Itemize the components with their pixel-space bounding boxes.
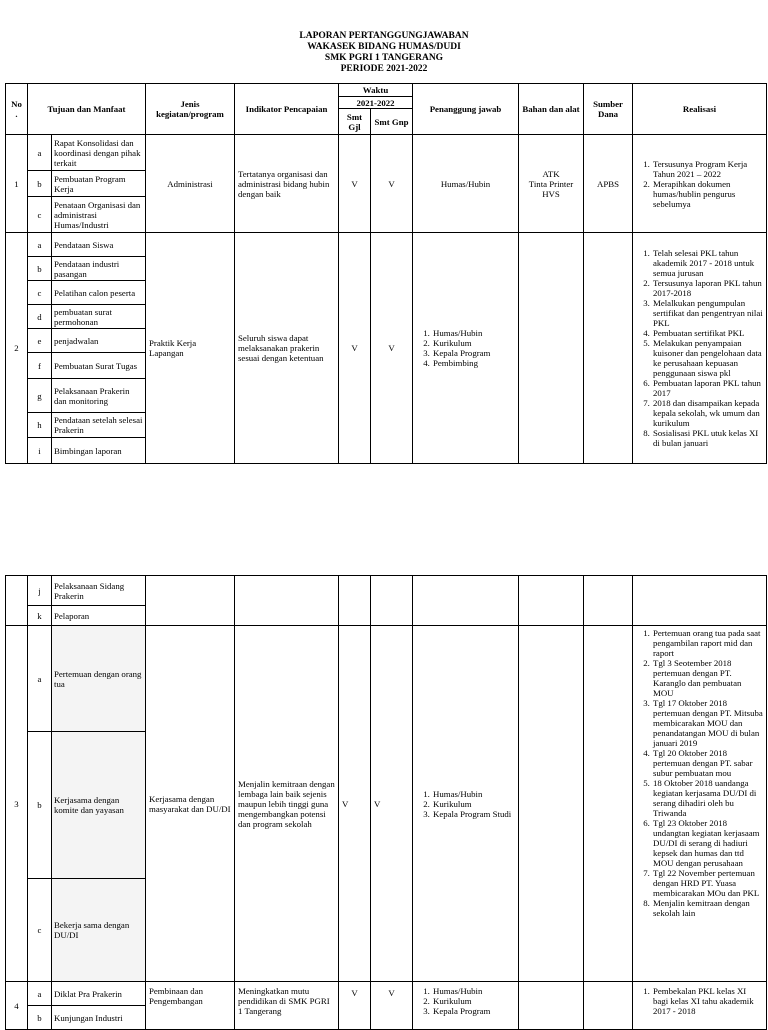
table-row [6,626,767,732]
list-item: 6. Tgl 23 Oktober 2018 undangtan kegiatan kerjasaam DU/DI di serang di hadiuri kepsek dan humas dan ttd MOU dengan perusahaan [652,818,763,868]
list-item: 4. Tgl 20 Oktober 2018 pertemuan dengan PT. sabar subur pembuatan mou [652,748,763,778]
item-text: Pertemuan dengan orang tua [52,626,146,732]
indikator-cell: Tertatanya organisasi dan administrasi bidang hubin dengan baik [235,135,339,233]
item-letter: b [28,1006,52,1030]
list-item: 8. Sosialisasi PKL utuk kelas XI di bulan januari [652,428,763,448]
jenis-cell: Kerjasama dengan masyarakat dan DU/DI [146,626,235,982]
realisasi-cell [633,233,767,464]
list-item: 7. Tgl 22 November pertemuan dengan HRD PT. Yuasa membicarakan MOu dan PKL [652,868,763,898]
indikator-cell: Menjalin kemitraan dengan lembaga lain baik sejenis maupun lebih tinggi guna mengembangkan potensi dan program sekolah [235,626,339,982]
header-indikator: Indikator Pencapaian [235,84,339,135]
title-line-1: LAPORAN PERTANGGUNGJAWABAN [299,31,469,41]
item-letter: i [28,438,52,464]
smt-gjl-cell: V [339,135,371,233]
row-number: 2 [6,233,28,464]
item-text: Pembuatan Surat Tugas [52,353,146,379]
item-letter: b [28,171,52,197]
table-row [6,576,767,606]
item-text: Pelatihan calon peserta [52,281,146,305]
item-letter: a [28,233,52,257]
list-item: 6. Pembuatan laporan PKL tahun 2017 [652,378,763,398]
item-letter: d [28,305,52,329]
item-letter: h [28,413,52,438]
item-letter: c [28,197,52,233]
smt-gjl-cell: V [339,626,371,982]
list-item: 1. Humas/Hubin [432,328,515,338]
item-text: Pendataan industri pasangan [52,257,146,281]
smt-gnp-cell: V [371,982,413,1030]
realisasi-cell [633,135,767,233]
penanggung-list [416,789,515,819]
item-text: Pelaksanaan Prakerin dan monitoring [52,379,146,413]
item-letter: f [28,353,52,379]
item-text: Penataan Organisasi dan administrasi Humas/Industri [52,197,146,233]
item-text: pembuatan surat permohonan [52,305,146,329]
list-item: 1. Humas/Hubin [432,789,515,799]
list-item: 4. Pembuatan sertifikat PKL [652,328,763,338]
header-smt-gnp: Smt Gnp [371,109,413,135]
indikator-cell: Meningkatkan mutu pendidikan di SMK PGRI 1 Tangerang [235,982,339,1030]
table-row [6,233,767,257]
penanggung-cell [413,626,519,982]
list-item: 2. Kurikulum [432,338,515,348]
realisasi-list [636,159,763,209]
list-item: 3. Kepala Program Studi [432,809,515,819]
list-item: 8. Menjalin kemitraan dengan sekolah lain [652,898,763,918]
list-item: 1. Pembekalan PKL kelas XI bagi kelas XI tahu akademik 2017 - 2018 [652,986,763,1016]
header-tujuan: Tujuan dan Manfaat [28,84,146,135]
header-sumber: Sumber Dana [584,84,633,135]
sumber-cell [584,626,633,982]
smt-gnp-cell: V [371,233,413,464]
item-text: Bimbingan laporan [52,438,146,464]
item-letter: a [28,135,52,171]
sumber-cell [584,982,633,1030]
penanggung-cell [413,233,519,464]
item-text: Pendataan setelah selesai Prakerin [52,413,146,438]
smt-gnp-cell: V [371,626,413,982]
header-penanggung: Penanggung jawab [413,84,519,135]
item-letter: g [28,379,52,413]
title-line-3: SMK PGRI 1 TANGERANG [324,53,444,63]
bahan-cell [519,233,584,464]
list-item: 2. Merapihkan dokumen humas/hublin pengurus sebelumya [652,179,763,209]
penanggung-cell: Humas/Hubin [413,135,519,233]
smt-gjl-cell: V [339,233,371,464]
jenis-cell: Praktik Kerja Lapangan [146,233,235,464]
list-item: 1. Humas/Hubin [432,986,515,996]
table-row [6,982,767,1006]
row-number: 3 [6,626,28,982]
header-periode: 2021-2022 [339,97,413,109]
list-item: 1. Tersusunya Program Kerja Tahun 2021 – 2022 [652,159,763,179]
item-letter: k [28,606,52,626]
list-item: 5. Melakukan penyampaian kuisoner dan pengelohaan data ke perusahaan kepuasan penggunaan siswa pkl [652,338,763,378]
header-no: No . [6,84,28,135]
title-line-2: WAKASEK BIDANG HUMAS/DUDI [307,42,461,52]
bahan-cell [519,982,584,1030]
item-text: Bekerja sama dengan DU/DI [52,879,146,982]
header-jenis: Jenis kegiatan/program [146,84,235,135]
list-item: 1. Pertemuan orang tua pada saat pengambilan raport mid dan raport [652,628,763,658]
jenis-cell: Administrasi [146,135,235,233]
list-item: 7. 2018 dan disampaikan kepada kepala sekolah, wk umum dan kurikulum [652,398,763,428]
item-text: Rapat Konsolidasi dan koordinasi dengan pihak terkait [52,135,146,171]
item-text: Diklat Pra Prakerin [52,982,146,1006]
smt-gnp-cell: V [371,135,413,233]
item-letter: c [28,281,52,305]
report-table-page-1 [5,83,767,464]
indikator-cell: Seluruh siswa dapat melaksanakan prakerin sesuai dengan ketentuan [235,233,339,464]
item-letter: b [28,257,52,281]
realisasi-cell [633,982,767,1030]
realisasi-list [636,986,763,1016]
list-item: 2. Kurikulum [432,799,515,809]
report-title [0,31,768,75]
header-smt-gjl: Smt Gjl [339,109,371,135]
realisasi-list [636,628,763,918]
item-letter: j [28,576,52,606]
list-item: 2. Tersusunya laporan PKL tahun 2017-2018 [652,278,763,298]
sumber-cell: APBS [584,135,633,233]
item-letter: b [28,732,52,879]
item-letter: a [28,626,52,732]
table-row [6,135,767,171]
list-item: 2. Tgl 3 Seotember 2018 pertemuan dengan PT. Karanglo dan pembuatan MOU [652,658,763,698]
header-realisasi: Realisasi [633,84,767,135]
penanggung-list [416,328,515,368]
realisasi-cell [633,626,767,982]
title-line-4: PERIODE 2021-2022 [340,64,428,74]
row-number: 4 [6,982,28,1030]
header-bahan: Bahan dan alat [519,84,584,135]
bahan-cell [519,626,584,982]
bahan-cell: ATK Tinta Printer HVS [519,135,584,233]
list-item: 3. Tgl 17 Oktober 2018 pertemuan dengan PT. Mitsuba membicarakan MOU dan penandatangan MOU di bulan januari 2019 [652,698,763,748]
list-item: 3. Kepala Program [432,1006,515,1016]
list-item: 1. Telah selesai PKL tahun akademik 2017 - 2018 untuk semua jurusan [652,248,763,278]
list-item: 3. Melalkukan pengumpulan sertifikat dan pengentryan nilai PKL [652,298,763,328]
jenis-cell: Pembinaan dan Pengembangan [146,982,235,1030]
item-text: Pembuatan Program Kerja [52,171,146,197]
item-text: penjadwalan [52,329,146,353]
item-letter: c [28,879,52,982]
item-text: Pelaporan [52,606,146,626]
item-text: Kerjasama dengan komite dan yayasan [52,732,146,879]
item-letter: e [28,329,52,353]
list-item: 3. Kepala Program [432,348,515,358]
sumber-cell [584,233,633,464]
realisasi-list [636,248,763,448]
list-item: 4. Pembimbing [432,358,515,368]
penanggung-list [416,986,515,1016]
list-item: 5. 18 Oktober 2018 uandanga kegiatan kerjasama DU/DI di serang dihadiri oleh bu Triwanda [652,778,763,818]
list-item: 2. Kurikulum [432,996,515,1006]
penanggung-cell [413,982,519,1030]
item-text: Kunjungan Industri [52,1006,146,1030]
report-table-page-2 [5,575,767,1030]
item-letter: a [28,982,52,1006]
item-text: Pendataan Siswa [52,233,146,257]
item-text: Pelaksanaan Sidang Prakerin [52,576,146,606]
row-number: 1 [6,135,28,233]
header-waktu: Waktu [339,84,413,97]
smt-gjl-cell: V [339,982,371,1030]
